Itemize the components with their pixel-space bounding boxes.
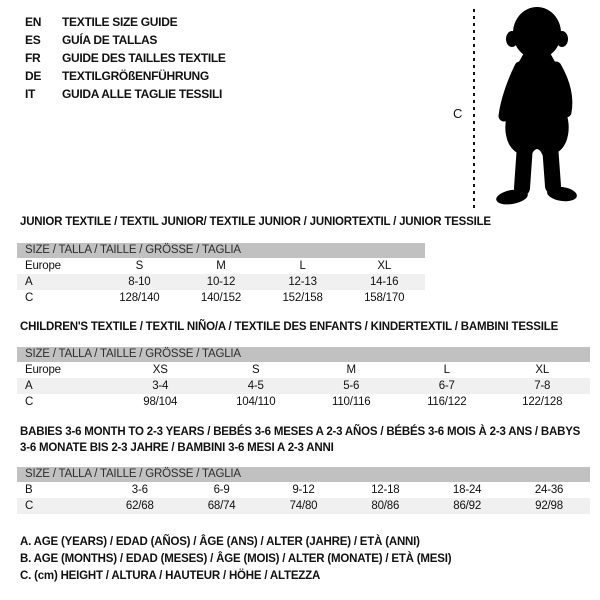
size-cell: 92/98 xyxy=(535,500,563,512)
table-row xyxy=(17,290,425,306)
size-cell: 8-10 xyxy=(128,276,151,288)
language-code: DE xyxy=(25,69,42,83)
row-label: Europe xyxy=(25,260,61,272)
row-label: B xyxy=(25,484,33,496)
language-row xyxy=(25,13,226,31)
row-label: C xyxy=(25,292,34,304)
size-cell: 68/74 xyxy=(207,500,236,512)
language-row xyxy=(25,49,226,67)
footnote-legend xyxy=(20,536,451,587)
size-cell: 14-16 xyxy=(369,276,399,288)
children-table-title: CHILDREN'S TEXTILE / TEXTIL NIÑO/A / TEXTILE DES ENFANTS / KINDERTEXTIL / BAMBINI TESSILE xyxy=(20,321,559,333)
size-cell: 6-7 xyxy=(438,380,455,392)
size-cell: XS xyxy=(152,364,168,376)
size-header-row xyxy=(17,347,590,362)
size-header-bar: SIZE / TALLA / TAILLE / GRÖSSE / TAGLIA xyxy=(17,243,425,258)
language-code: FR xyxy=(25,51,41,65)
row-label: A xyxy=(25,276,33,288)
size-cell: 12-13 xyxy=(288,276,317,288)
size-cell: 6-9 xyxy=(213,484,230,496)
table-row xyxy=(17,498,590,514)
size-cell: 9-12 xyxy=(292,484,315,496)
size-cell: 10-12 xyxy=(206,276,236,288)
babies-size-table xyxy=(17,467,590,514)
language-title: GUIDA ALLE TAGLIE TESSILI xyxy=(62,87,223,101)
size-cell: 24-36 xyxy=(534,484,564,496)
language-title: TEXTILE SIZE GUIDE xyxy=(62,15,178,29)
size-cell: 140/152 xyxy=(200,292,242,304)
table-row xyxy=(17,482,590,498)
size-header-bar: SIZE / TALLA / TAILLE / GRÖSSE / TAGLIA xyxy=(17,347,590,362)
junior-table-title: JUNIOR TEXTILE / TEXTIL JUNIOR/ TEXTILE JUNIOR / JUNIORTEXTIL / JUNIOR TESSILE xyxy=(20,216,491,228)
size-cell: M xyxy=(216,260,226,272)
size-cell: L xyxy=(443,364,450,376)
table-row xyxy=(17,362,590,378)
size-header-row xyxy=(17,467,590,482)
table-row xyxy=(17,258,425,274)
baby-silhouette-icon xyxy=(479,5,596,207)
children-size-table xyxy=(17,347,590,410)
language-code: EN xyxy=(25,15,42,29)
size-cell: 62/68 xyxy=(125,500,154,512)
size-cell: 12-18 xyxy=(371,484,400,496)
size-cell: S xyxy=(135,260,144,272)
size-cell: 152/158 xyxy=(282,292,323,304)
size-cell: XL xyxy=(535,364,550,376)
language-row xyxy=(25,67,226,85)
size-cell: 104/110 xyxy=(236,396,276,408)
size-cell: S xyxy=(252,364,260,376)
size-cell: 128/140 xyxy=(119,292,160,304)
size-cell: 80/86 xyxy=(371,500,400,512)
size-cell: 110/116 xyxy=(332,396,371,408)
size-cell: 74/80 xyxy=(289,500,318,512)
row-label: Europe xyxy=(25,364,61,376)
language-title: GUÍA DE TALLAS xyxy=(62,33,158,47)
size-cell: 7-8 xyxy=(534,380,551,392)
size-cell: 3-6 xyxy=(131,484,148,496)
row-label: C xyxy=(25,396,34,408)
size-cell: 122/128 xyxy=(522,396,563,408)
table-row xyxy=(17,378,590,394)
language-code: IT xyxy=(25,87,36,101)
size-cell: 116/122 xyxy=(427,396,467,408)
size-cell: 4-5 xyxy=(247,380,264,392)
size-cell: L xyxy=(299,260,306,272)
size-header-bar: SIZE / TALLA / TAILLE / GRÖSSE / TAGLIA xyxy=(17,467,590,482)
language-title-list xyxy=(25,13,226,103)
row-label: A xyxy=(25,380,33,392)
size-header-row xyxy=(17,243,425,258)
babies-table-title: BABIES 3-6 MONTH TO 2-3 YEARS / BEBÉS 3-6 MESES A 2-3 AÑOS / BÉBÉS 3-6 MOIS À 2-3 ANS / BABYS 3-6 MONATE BIS 2-3 JAHRE / BAMBINI 3-6 MESI A 2-3 ANNI xyxy=(20,426,581,454)
size-cell: 18-24 xyxy=(452,484,482,496)
language-row xyxy=(25,31,226,49)
size-cell: 86/92 xyxy=(453,500,482,512)
language-title: GUIDE DES TAILLES TEXTILE xyxy=(62,51,226,65)
height-dashed-line xyxy=(472,9,476,209)
size-cell: 5-6 xyxy=(343,380,360,392)
language-title: TEXTILGRÖßENFÜHRUNG xyxy=(62,69,209,83)
footnote: B. AGE (MONTHS) / EDAD (MESES) / ÂGE (MOIS) / ALTER (MONATE) / ETÀ (MESI) xyxy=(20,553,452,565)
footnote: C. (cm) HEIGHT / ALTURA / HAUTEUR / HÖHE / ALTEZZA xyxy=(20,570,321,582)
table-row xyxy=(17,394,590,410)
size-cell: 98/104 xyxy=(143,396,178,408)
size-cell: 158/170 xyxy=(364,292,405,304)
language-code: ES xyxy=(25,33,41,47)
size-cell: M xyxy=(346,364,356,376)
junior-size-table xyxy=(17,243,425,306)
height-measure-label: C xyxy=(453,106,463,121)
footnote: A. AGE (YEARS) / EDAD (AÑOS) / ÂGE (ANS) / ALTER (JAHRE) / ETÀ (ANNI) xyxy=(20,536,420,548)
size-cell: XL xyxy=(377,260,392,272)
language-row xyxy=(25,85,226,103)
table-row xyxy=(17,274,425,290)
row-label: C xyxy=(25,500,34,512)
size-cell: 3-4 xyxy=(152,380,169,392)
